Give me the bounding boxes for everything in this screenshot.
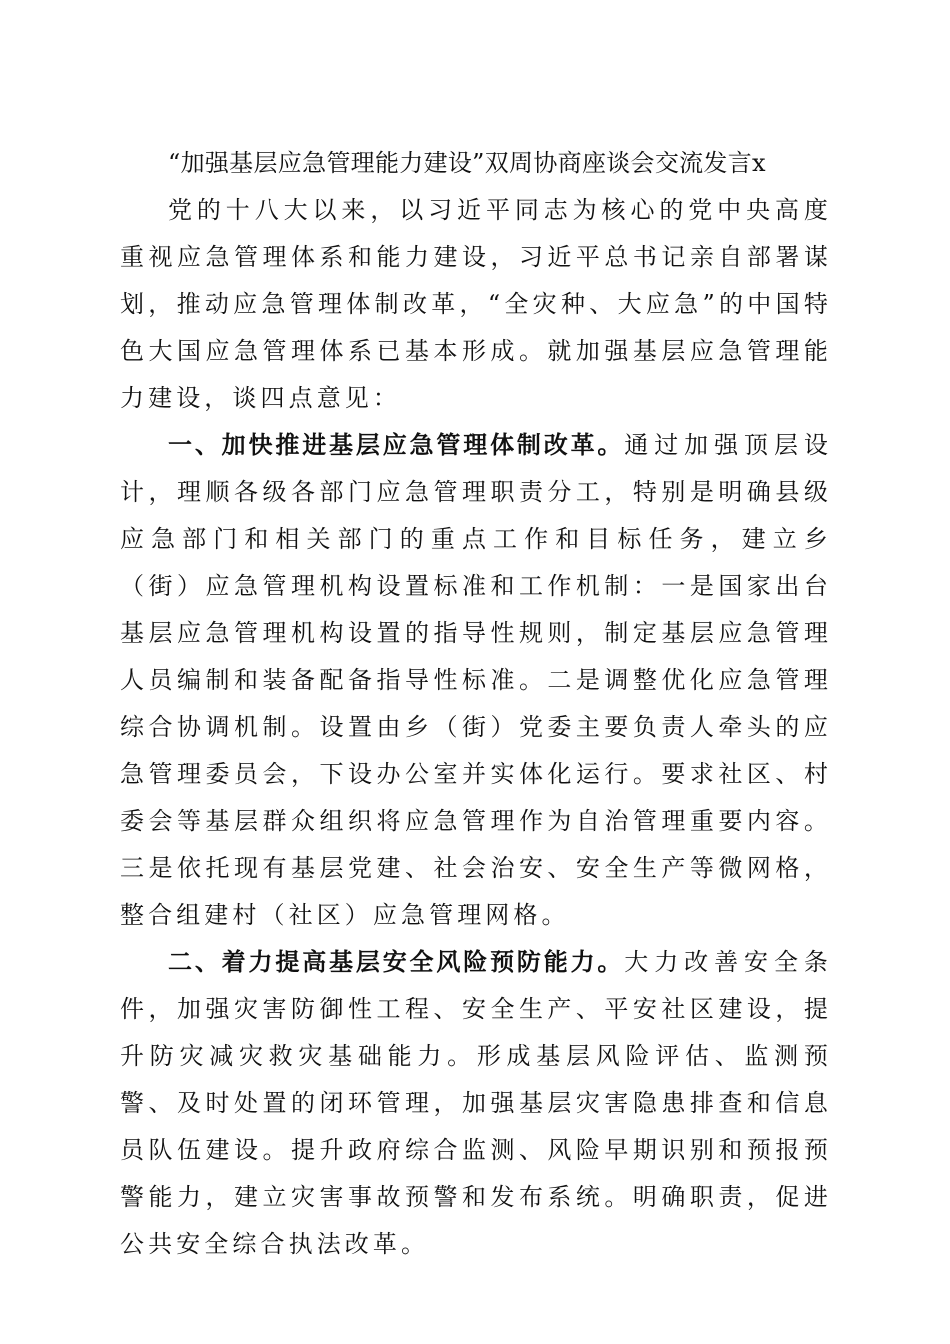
section-2-paragraph <box>120 939 832 1268</box>
section-1-body: 通过加强顶层设计，理顺各级各部门应急管理职责分工，特别是明确县级应急部门和相关部门的重点工作和目标任务，建立乡（街）应急管理机构设置标准和工作机制：一是国家出台基层应急管理机构设置的指导性规则，制定基层应急管理人员编制和装备配备指导性标准。二是调整优化应急管理综合协调机制。设置由乡（街）党委主要负责人牵头的应急管理委员会，下设办公室并实体化运行。要求社区、村委会等基层群众组织将应急管理作为自治管理重要内容。三是依托现有基层党建、社会治安、安全生产等微网格，整合组建村（社区）应急管理网格。 <box>120 431 832 929</box>
section-2-body: 大力改善安全条件，加强灾害防御性工程、安全生产、平安社区建设，提升防灾减灾救灾基础能力。形成基层风险评估、监测预警、及时处置的闭环管理，加强基层灾害隐患排查和信息员队伍建设。提升政府综合监测、风险早期识别和预报预警能力，建立灾害事故预警和发布系统。明确职责，促进公共安全综合执法改革。 <box>120 948 832 1258</box>
section-1-heading: 一、加快推进基层应急管理体制改革。 <box>168 431 625 459</box>
section-2-heading: 二、着力提高基层安全风险预防能力。 <box>168 948 625 976</box>
section-1-paragraph <box>120 422 832 939</box>
document-body <box>120 140 832 1268</box>
document-title: “加强基层应急管理能力建设”双周协商座谈会交流发言x <box>168 149 766 177</box>
intro-paragraph: 党的十八大以来，以习近平同志为核心的党中央高度重视应急管理体系和能力建设，习近平总书记亲自部署谋划，推动应急管理体制改革，“全灾种、大应急”的中国特色大国应急管理体系已基本形成。就加强基层应急管理能力建设，谈四点意见： <box>120 196 832 412</box>
